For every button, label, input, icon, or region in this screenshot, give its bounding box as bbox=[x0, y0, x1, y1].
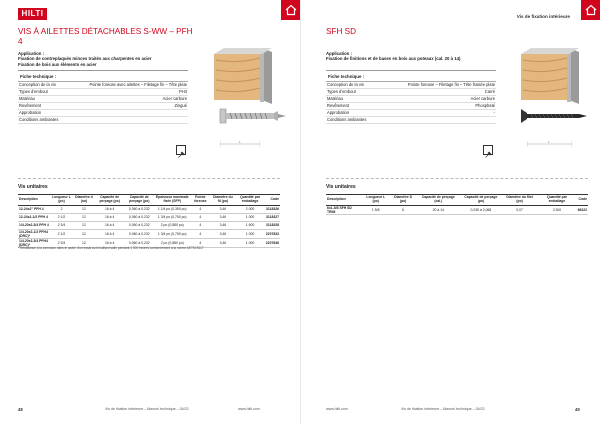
section-title: Vis unitaires bbox=[18, 184, 48, 190]
table-header: Code bbox=[265, 195, 280, 206]
table-row bbox=[18, 213, 280, 221]
table-cell: 12 bbox=[73, 221, 95, 229]
tech-label: Approbation bbox=[327, 110, 350, 115]
table-header: Épaisseur maximale fixée (SFP) bbox=[154, 195, 190, 206]
table-header: Description bbox=[326, 195, 362, 206]
table-cell: 2 1/2 bbox=[50, 229, 73, 238]
footnote: * Résistance à la corrosion dans le cadre d'un essai au brouillard salin pendant 1 000 heures conformément à la norme ASTM B117 bbox=[18, 246, 204, 250]
right-page bbox=[300, 0, 600, 424]
footer-url[interactable]: www.hilti.com bbox=[326, 407, 348, 411]
screwdriver-icon bbox=[176, 145, 186, 155]
table-header-row bbox=[326, 195, 588, 206]
tech-value: Carré bbox=[484, 89, 495, 94]
length-dimension bbox=[220, 140, 260, 148]
tech-row bbox=[18, 110, 188, 117]
application-line: Fixation de bois aux éléments en acier bbox=[18, 61, 97, 67]
tech-value: Zingué bbox=[174, 103, 187, 108]
home-button[interactable] bbox=[581, 0, 600, 20]
table-cell: 1 3/4 po (0,750 po) bbox=[154, 213, 190, 221]
screw-image bbox=[218, 105, 288, 127]
table-header: Longueur L (po) bbox=[362, 195, 390, 206]
table-header: Pointe foreuse bbox=[190, 195, 210, 206]
footer-text: Vis de fixation intérieure – Manuel technique – 04/22 bbox=[401, 407, 485, 411]
tech-sheet bbox=[18, 70, 188, 124]
tech-value: Pointe foreuse – Filetage fin – Tête fraisée plate bbox=[407, 82, 495, 87]
table-cell: 3118326 bbox=[265, 207, 279, 212]
table-header: Code bbox=[577, 195, 588, 206]
table-header: Diamètre du filet (po) bbox=[502, 195, 538, 206]
table-cell: 3118327 bbox=[265, 215, 279, 220]
application-heading: Application : bbox=[18, 51, 45, 56]
table-cell: 16 à 4 bbox=[95, 213, 125, 221]
wood-steel-application-image bbox=[212, 46, 278, 106]
tech-row bbox=[326, 96, 496, 103]
application-heading: Application : bbox=[326, 51, 353, 56]
table-header-row bbox=[18, 195, 280, 206]
table-header: Description bbox=[18, 195, 50, 206]
table-cell: 4 bbox=[190, 213, 210, 221]
tech-row bbox=[18, 82, 188, 89]
table-row bbox=[18, 229, 280, 238]
table-cell: 3,46 bbox=[210, 238, 235, 247]
table-cell: 0,060 à 0,232 bbox=[124, 205, 154, 213]
table-row bbox=[326, 205, 588, 214]
separator bbox=[18, 178, 280, 179]
home-icon bbox=[585, 4, 597, 16]
wood-steel-application-image bbox=[519, 46, 585, 106]
table-header: Capacité de perçage (po) bbox=[124, 195, 154, 206]
tech-value: PH3 bbox=[179, 89, 187, 94]
table-cell: 2 po (0,880 po) bbox=[154, 221, 190, 229]
table-cell: 1 5/8 bbox=[362, 205, 390, 214]
tech-row bbox=[326, 110, 496, 117]
table-cell: 4 bbox=[190, 221, 210, 229]
tech-label: Matériau bbox=[327, 96, 343, 101]
page-title: VIS À AILETTES DÉTACHABLES S-WW – PFH 4 bbox=[18, 27, 193, 46]
tech-value: - bbox=[493, 110, 495, 115]
product-table bbox=[326, 194, 588, 215]
tech-label: Matériau bbox=[19, 96, 35, 101]
table-cell: 2 po (0,880 po) bbox=[154, 238, 190, 247]
length-label: L bbox=[548, 140, 550, 144]
table-cell: 16 à 4 bbox=[95, 205, 125, 213]
tech-row bbox=[18, 103, 188, 110]
table-cell: 3,46 bbox=[210, 205, 235, 213]
footer-text: Vis de fixation intérieure – Manuel technique – 04/22 bbox=[105, 407, 189, 411]
table-cell: 4 bbox=[190, 238, 210, 247]
page-title: SFH SD bbox=[326, 27, 357, 36]
table-cell: 1 000 bbox=[235, 238, 264, 247]
table-header: Diamètre d (no) bbox=[73, 195, 95, 206]
table-cell: 1 1/4 po (0,350 po) bbox=[154, 205, 190, 213]
tech-label: Approbation bbox=[19, 110, 42, 115]
tech-label: Types d'embout bbox=[19, 89, 48, 94]
tech-value: Phosphaté bbox=[475, 103, 495, 108]
table-cell: 2 3/4 bbox=[50, 221, 73, 229]
tech-row bbox=[18, 96, 188, 103]
screw-image bbox=[519, 105, 589, 127]
table-cell: 0,060 à 0,232 bbox=[124, 221, 154, 229]
tech-label: Conditions ambiantes bbox=[19, 117, 59, 122]
table-header: Capacité de perçage (po) bbox=[460, 195, 502, 206]
screwdriver-icon bbox=[483, 145, 493, 155]
tech-sheet-title: Fiche technique : bbox=[18, 71, 188, 82]
table-cell: 4 bbox=[190, 205, 210, 213]
table-cell: 1 000 bbox=[235, 213, 264, 221]
table-cell: 6x1-5/8 SFH SD TRIM bbox=[326, 205, 362, 214]
tech-label: Revêtement bbox=[19, 103, 42, 108]
table-cell: 0,035 à 0,068 bbox=[460, 205, 502, 214]
table-row bbox=[18, 221, 280, 229]
home-icon bbox=[285, 4, 297, 16]
application-block bbox=[326, 51, 460, 62]
length-label: L bbox=[239, 140, 241, 144]
table-cell: 2 000 bbox=[235, 205, 264, 213]
table-cell: 1/4-20x2-1/2 PFH4 (DRC)* bbox=[18, 229, 50, 238]
table-cell: 12 bbox=[73, 205, 95, 213]
section-title: Vis unitaires bbox=[326, 184, 356, 190]
application-line: Fixation de finitions et de bases en bois aux poteaux (cal. 20 à 14) bbox=[326, 56, 461, 62]
table-cell: 3,46 bbox=[210, 221, 235, 229]
table-cell: 3,46 bbox=[210, 229, 235, 238]
table-header: Longueur L (po) bbox=[50, 195, 73, 206]
length-dimension bbox=[527, 140, 572, 148]
application-block bbox=[18, 51, 152, 67]
table-cell: 1 3/4 po (0,750 po) bbox=[154, 229, 190, 238]
footer-url[interactable]: www.hilti.com bbox=[238, 407, 260, 411]
section-label: Vis de fixation intérieure bbox=[516, 14, 570, 19]
table-cell: 12 bbox=[73, 229, 95, 238]
table-cell: 1/4-20x2-3/4 PFH 4 bbox=[19, 223, 49, 228]
table-cell: 0,060 à 0,232 bbox=[124, 238, 154, 247]
tech-value: Acier carbure bbox=[470, 96, 495, 101]
table-header: Capacité de perçage (po) bbox=[95, 195, 125, 206]
tech-row bbox=[326, 117, 496, 124]
table-cell: 2207836 bbox=[265, 238, 280, 247]
table-cell: 0,060 à 0,232 bbox=[124, 229, 154, 238]
table-cell: 16 à 4 bbox=[95, 229, 125, 238]
table-cell: 1 600 bbox=[235, 221, 264, 229]
table-header: Capacité de perçage (cal.) bbox=[417, 195, 460, 206]
page-number: 49 bbox=[575, 407, 580, 412]
table-cell: 66222 bbox=[577, 205, 588, 214]
table-cell: 1 000 bbox=[235, 229, 264, 238]
tech-row bbox=[326, 103, 496, 110]
tech-value: Acier carbure bbox=[162, 96, 187, 101]
tech-sheet-title: Fiche technique : bbox=[326, 71, 496, 82]
tech-value: Pointe foreuse avec ailettes – Filetage fin – Tête plate bbox=[89, 82, 187, 87]
tech-label: Conception de la vis bbox=[19, 82, 56, 87]
table-cell: 12-24x2" PFH 4 bbox=[18, 205, 50, 213]
table-cell: 2 1/2 bbox=[50, 213, 73, 221]
tech-row bbox=[326, 89, 496, 96]
table-cell: 2 bbox=[50, 205, 73, 213]
table-cell: 2207833 bbox=[265, 229, 280, 238]
separator bbox=[326, 178, 588, 179]
table-row bbox=[18, 205, 280, 213]
tech-row bbox=[326, 82, 496, 89]
table-cell: 12 bbox=[73, 213, 95, 221]
table-cell: 0,07 bbox=[502, 205, 538, 214]
tech-sheet bbox=[326, 70, 496, 124]
tech-label: Conditions ambiantes bbox=[327, 117, 367, 122]
table-cell: 16 à 4 bbox=[95, 238, 125, 247]
hilti-logo: HILTI bbox=[18, 8, 47, 20]
home-button[interactable] bbox=[281, 0, 301, 20]
tech-label: Revêtement bbox=[327, 103, 350, 108]
table-cell: 12-24x2-1/2 PFH 4 bbox=[18, 213, 50, 221]
tech-label: Conception de la vis bbox=[327, 82, 364, 87]
table-cell: 20 à 14 bbox=[417, 205, 460, 214]
table-cell: 4 bbox=[190, 229, 210, 238]
table-cell: 2 3/4 bbox=[50, 238, 73, 247]
table-cell: 12 bbox=[73, 238, 95, 247]
table-cell: 0,060 à 0,232 bbox=[124, 213, 154, 221]
page-number: 48 bbox=[18, 407, 23, 412]
table-header: Quantité par emballage bbox=[235, 195, 264, 206]
table-header: Quantité par emballage bbox=[537, 195, 576, 206]
table-header: Diamètre du fil (po) bbox=[210, 195, 235, 206]
table-header: Diamètre D (po) bbox=[390, 195, 417, 206]
table-cell: 1/4-20x2-3/4 PFH4 (DRC)* bbox=[18, 238, 50, 247]
tech-row bbox=[18, 117, 188, 124]
table-cell: 3 300 bbox=[537, 205, 576, 214]
product-table bbox=[18, 194, 280, 248]
tech-row bbox=[18, 89, 188, 96]
table-cell: 3,46 bbox=[210, 213, 235, 221]
application-line: Fixation de contreplaqués minces traités aux charpentes en acier bbox=[18, 56, 152, 62]
table-cell: 6 bbox=[390, 205, 417, 214]
tech-label: Types d'embout bbox=[327, 89, 356, 94]
table-cell: 3118328 bbox=[265, 223, 279, 228]
table-cell: 16 à 4 bbox=[95, 221, 125, 229]
